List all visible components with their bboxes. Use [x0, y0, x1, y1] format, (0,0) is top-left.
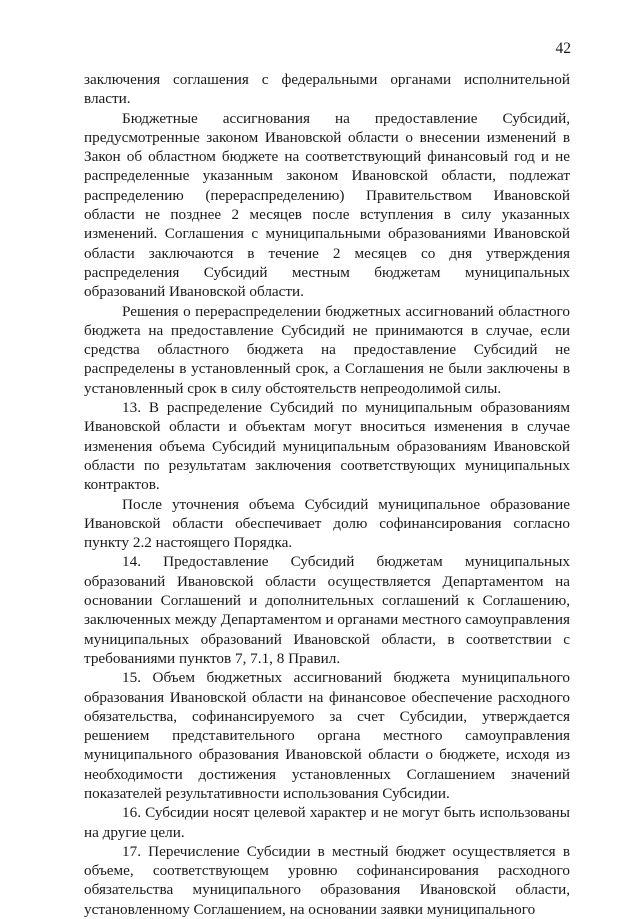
paragraph: 15. Объем бюджетных ассигнований бюджета муниципального образования Ивановской области на финансовое обеспечение расходного обязательства, софинансируемого за счет Субсидии, утверждается решением представительного органа местного самоуправления муниципального образования Ивановской области о бюджете, исходя из необходимости достижения установленных Соглашением значений показателей результативности использования Субсидии. — [84, 669, 570, 802]
paragraph: Решения о перераспределении бюджетных ассигнований областного бюджета на предоставление Субсидий не принимаются в случае, если средства областного бюджета на предоставление Субсидий не распределены в установленный срок, а Соглашения не были заключены в установленный срок в силу обстоятельств непреодолимой силы. — [84, 302, 570, 397]
document-body — [84, 70, 570, 919]
page-number: 42 — [555, 40, 571, 57]
paragraph: 17. Перечисление Субсидии в местный бюджет осуществляется в объеме, соответствующем уровню софинансирования расходного обязательства муниципального образования Ивановской области, установленному Соглашением, на основании заявки муниципального — [84, 842, 570, 918]
paragraph: После уточнения объема Субсидий муниципальное образование Ивановской области обеспечивает долю софинансирования согласно пункту 2.2 настоящего Порядка. — [84, 495, 570, 552]
paragraph: 16. Субсидии носят целевой характер и не могут быть использованы на другие цели. — [84, 804, 570, 841]
paragraph: Бюджетные ассигнования на предоставление Субсидий, предусмотренные законом Ивановской области о внесении изменений в Закон об областном бюджете на соответствующий финансовый год и не распределенные указанным законом Ивановской области, подлежат распределению (перераспределению) Правительством Ивановской области не позднее 2 месяцев после вступления в силу указанных изменений. Соглашения с муниципальными образованиями Ивановской области заключаются в течение 2 месяцев со дня утверждения распределения Субсидий местным бюджетам муниципальных образований Ивановской области. — [84, 109, 570, 301]
paragraph: 14. Предоставление Субсидий бюджетам муниципальных образований Ивановской области осуществляется Департаментом на основании Соглашений и дополнительных соглашений к Соглашению, заключенных между Департаментом и органами местного самоуправления муниципальных образований Ивановской области, в соответствии с требованиями пунктов 7, 7.1, 8 Правил. — [84, 553, 570, 667]
paragraph: 13. В распределение Субсидий по муниципальным образованиям Ивановской области и объектам могут вноситься изменения в случае изменения объема Субсидий муниципальным образованиям Ивановской области по результатам заключения соответствующих муниципальных контрактов. — [84, 399, 570, 494]
paragraph: заключения соглашения с федеральными органами исполнительной власти. — [84, 71, 570, 108]
